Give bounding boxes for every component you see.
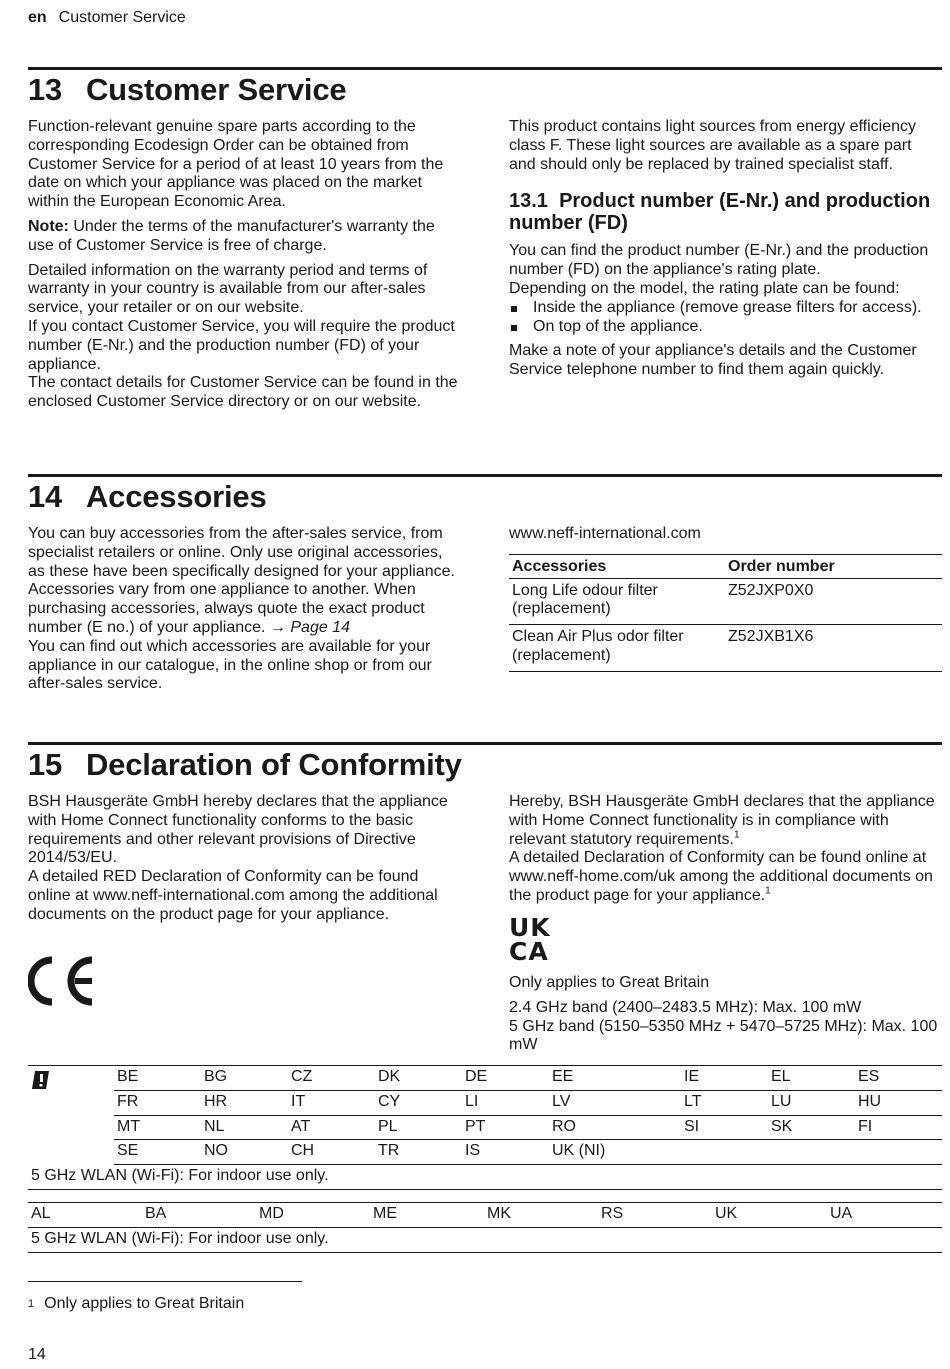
section-14-number: 14 (28, 479, 63, 514)
eu-country-table (28, 1065, 942, 1190)
accessory-name: Long Life odour filter (replacement) (509, 578, 725, 625)
s13-paragraph-light-sources: This product contains light sources from energy efficiency class F. These light sources are available as a spare part and should only be replaced by trained specialist staff. (509, 118, 917, 173)
accessories-url: www.neff-international.com (509, 525, 701, 542)
column-header-order-number: Order number (725, 554, 942, 578)
footnote (28, 1295, 244, 1314)
section-15-rule (28, 742, 942, 745)
country-code: RS (598, 1203, 712, 1228)
country-code: ME (370, 1203, 484, 1228)
country-code: HU (855, 1090, 942, 1115)
section-15-number: 15 (28, 747, 63, 782)
footnote-ref: 1 (765, 885, 771, 897)
country-code: SE (114, 1140, 201, 1165)
s13-note-label: Note: (28, 217, 69, 235)
ukca-mark-icon: UK CA (509, 913, 551, 966)
rating-plate-location-list (509, 299, 942, 337)
section-14-rule (28, 474, 942, 477)
country-code: MT (114, 1115, 201, 1140)
s15-paragraph-declaration: BSH Hausgeräte GmbH hereby declares that the appliance with Home Connect functionality conforms to the basic requirements and other relevant provisions of Directive 2014/53/EU. (28, 793, 448, 867)
country-code: BG (201, 1066, 288, 1091)
country-code: MK (484, 1203, 598, 1228)
country-code: BA (142, 1203, 256, 1228)
country-code: LT (681, 1090, 768, 1115)
section-13-right-column (509, 118, 942, 386)
section-14-heading (28, 479, 267, 515)
country-code: EE (549, 1066, 681, 1091)
country-code: DE (462, 1066, 549, 1091)
s15-paragraph-red: A detailed RED Declaration of Conformity can be found online at www.neff-international.com among the additional documents on the product page for your appliance. (28, 868, 438, 923)
table-row (28, 1227, 942, 1252)
list-item: Inside the appliance (remove grease filters for access). (509, 299, 942, 318)
country-code: NO (201, 1140, 288, 1165)
order-number: Z52JXB1X6 (725, 625, 942, 672)
table-row (509, 625, 942, 672)
section-13-heading (28, 72, 346, 108)
column-header-accessories: Accessories (509, 554, 725, 578)
country-code: SK (768, 1115, 855, 1140)
country-code: FI (855, 1115, 942, 1140)
country-code: RO (549, 1115, 681, 1140)
country-code: UK (NI) (549, 1140, 681, 1165)
section-14-right-column (509, 525, 942, 672)
country-code: UK (712, 1203, 827, 1228)
country-code: HR (201, 1090, 288, 1115)
subsection-13-1-number: 13.1 (509, 190, 548, 213)
s15-paragraph-great-britain: Only applies to Great Britain (509, 974, 710, 991)
footnote-divider (28, 1281, 302, 1282)
country-code: NL (201, 1115, 288, 1140)
s15-paragraph-statutory: Hereby, BSH Hausgeräte GmbH declares that the appliance with Home Connect functionality is in compliance with relevant statutory requirements.$^1$ (509, 793, 935, 848)
section-15-right-lower (509, 974, 942, 1055)
ce-mark-icon (28, 956, 98, 1006)
section-13-number: 13 (28, 72, 63, 107)
order-number: Z52JXP0X0 (725, 578, 942, 625)
subsection-13-1-title: Product number (E-Nr.) and production number (FD) (509, 190, 931, 235)
country-code: BE (114, 1066, 201, 1091)
page-header (28, 9, 186, 28)
country-code: PT (462, 1115, 549, 1140)
country-code: IE (681, 1066, 768, 1091)
subsection-13-1-heading (509, 190, 942, 234)
s14-paragraph-catalogue: You can find out which accessories are available for your appliance in our catalogue, in the online shop or from our after-sales service. (28, 637, 432, 693)
country-code: MD (256, 1203, 370, 1228)
section-14-left-column (28, 525, 463, 694)
section-14-title: Accessories (86, 479, 267, 514)
accessories-table (509, 554, 942, 672)
country-code: AL (28, 1203, 142, 1228)
table-header-row (509, 554, 942, 578)
footnote-text: Only applies to Great Britain (44, 1295, 245, 1312)
header-lang: en (28, 9, 47, 26)
s13-paragraph-contact: If you contact Customer Service, you will require the product number (E-Nr.) and the production number (FD) of your appliance. (28, 317, 455, 373)
s15-paragraph-uk-declaration: A detailed Declaration of Conformity can be found online at www.neff-home.com/uk among the additional documents on the product page for your appliance.$^1$ (509, 849, 933, 904)
country-code: ES (855, 1066, 942, 1091)
table-row (28, 1165, 942, 1190)
country-code: FR (114, 1090, 201, 1115)
other-wlan-note: 5 GHz WLAN (Wi-Fi): For indoor use only. (28, 1227, 942, 1252)
s13-paragraph-spare-parts: Function-relevant genuine spare parts according to the corresponding Ecodesign Order can be obtained from Customer Service for a period of at least 10 years from the date on which your appliance was placed on the market within the European Economic Area. (28, 118, 444, 211)
s13-paragraph-product-number: You can find the product number (E-Nr.) and the production number (FD) on the appliance's rating plate. (509, 242, 929, 279)
section-15-heading (28, 747, 462, 783)
table-row (509, 578, 942, 625)
header-section: Customer Service (58, 9, 186, 26)
country-code: TR (375, 1140, 462, 1165)
footnote-ref: 1 (734, 829, 740, 841)
s14-paragraph-vary: Accessories vary from one appliance to another. When purchasing accessories, always quote the exact product number (E no.) of your appliance. → Page 14 (28, 581, 425, 636)
table-row (28, 1140, 942, 1165)
country-code: IS (462, 1140, 549, 1165)
country-code: CH (288, 1140, 375, 1165)
page-number: 14 (28, 1346, 46, 1363)
country-code: CY (375, 1090, 462, 1115)
country-code: LI (462, 1090, 549, 1115)
section-15-left-column (28, 793, 463, 925)
s13-note-text: Under the terms of the manufacturer's warranty the use of Customer Service is free of charge. (28, 217, 435, 254)
wlan-restriction-icon (31, 1070, 53, 1096)
section-13-left-column (28, 118, 463, 412)
section-15-title: Declaration of Conformity (86, 747, 462, 782)
section-13-rule (28, 67, 942, 70)
s13-paragraph-rating-plate: Depending on the model, the rating plate can be found: (509, 279, 900, 297)
s14-paragraph-buy: You can buy accessories from the after-sales service, from specialist retailers or online. Only use original accessories, as these have been specifically designed for your appliance. (28, 525, 455, 580)
country-code (855, 1140, 942, 1165)
list-item: On top of the appliance. (509, 318, 942, 337)
table-row (28, 1090, 942, 1115)
wlan-restriction-cell (28, 1066, 114, 1165)
country-code (681, 1140, 768, 1165)
country-code: EL (768, 1066, 855, 1091)
country-code: DK (375, 1066, 462, 1091)
country-code: AT (288, 1115, 375, 1140)
s13-paragraph-note-details: Make a note of your appliance's details and the Customer Service telephone number to find them again quickly. (509, 342, 917, 379)
other-country-table (28, 1202, 942, 1253)
country-code: SI (681, 1115, 768, 1140)
s13-paragraph-directory: The contact details for Customer Service can be found in the enclosed Customer Service directory or on our website. (28, 374, 458, 411)
section-13-title: Customer Service (86, 72, 347, 107)
s13-note (28, 218, 463, 256)
table-row (28, 1203, 942, 1228)
page-reference-link[interactable]: → Page 14 (269, 618, 350, 636)
country-code: IT (288, 1090, 375, 1115)
s15-paragraph-2-4ghz: 2.4 GHz band (2400–2483.5 MHz): Max. 100 mW (509, 998, 862, 1016)
country-code: LU (768, 1090, 855, 1115)
s13-paragraph-warranty: Detailed information on the warranty period and terms of warranty in your country is available from our after-sales service, your retailer or on our website. (28, 261, 428, 317)
country-code: PL (375, 1115, 462, 1140)
country-code: UA (827, 1203, 942, 1228)
country-code (768, 1140, 855, 1165)
country-code: CZ (288, 1066, 375, 1091)
table-row (28, 1066, 942, 1091)
eu-wlan-note: 5 GHz WLAN (Wi-Fi): For indoor use only. (28, 1165, 942, 1190)
accessory-name: Clean Air Plus odor filter (replacement) (509, 625, 725, 672)
country-code: LV (549, 1090, 681, 1115)
s15-paragraph-5ghz: 5 GHz band (5150–5350 MHz + 5470–5725 MHz): Max. 100 mW (509, 1017, 938, 1054)
section-15-right-column (509, 793, 942, 906)
footnote-mark: 1 (28, 1298, 35, 1310)
table-row (28, 1115, 942, 1140)
